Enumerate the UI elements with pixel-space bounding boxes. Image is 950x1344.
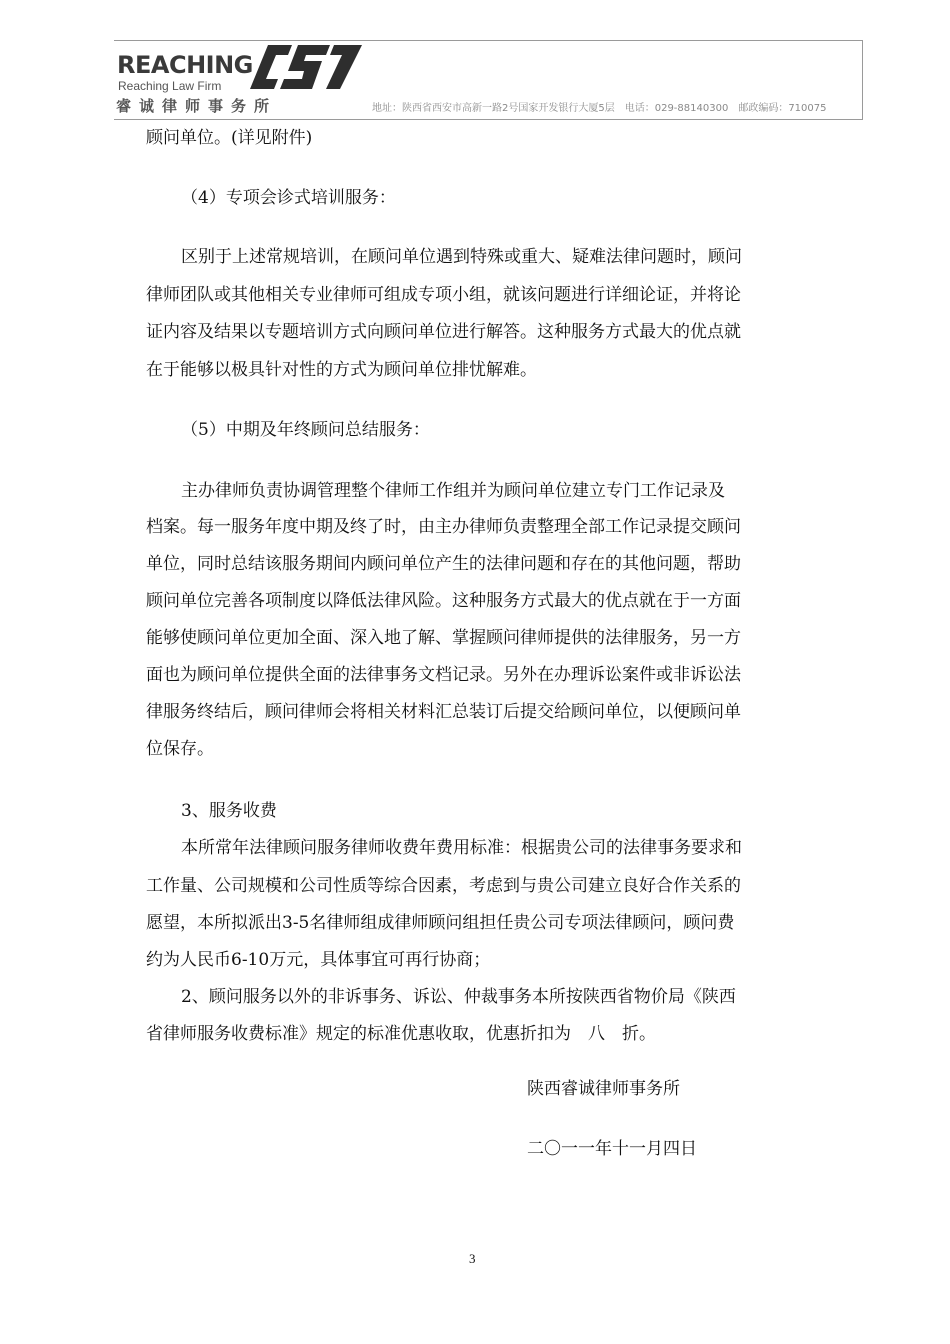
paragraph-line: 顾问单位。(详见附件) xyxy=(146,128,313,148)
paragraph-line: 在于能够以极具针对性的方式为顾问单位排忧解难。 xyxy=(146,360,537,380)
paragraph-line: 律服务终结后，顾问律师会将相关材料汇总装订后提交给顾问单位，以便顾问单 xyxy=(146,702,741,722)
paragraph-line: 单位，同时总结该服务期间内顾问单位产生的法律问题和存在的其他问题，帮助 xyxy=(146,554,741,574)
paragraph-line: 主办律师负责协调管理整个律师工作组并为顾问单位建立专门工作记录及 xyxy=(181,481,725,501)
paragraph-line: 位保存。 xyxy=(146,739,214,759)
paragraph-line: 律师团队或其他相关专业律师可组成专项小组，就该问题进行详细论证，并将论 xyxy=(146,285,741,305)
paragraph-line: 顾问单位完善各项制度以降低法律风险。这种服务方式最大的优点就在于一方面 xyxy=(146,591,741,611)
firm-logo-icon xyxy=(240,41,366,93)
paragraph-line: 本所常年法律顾问服务律师收费年费用标准：根据贵公司的法律事务要求和 xyxy=(181,838,742,858)
firm-english-name: Reaching Law Firm xyxy=(118,79,222,93)
section-heading: 3、服务收费 xyxy=(181,801,277,821)
paragraph-line: 省律师服务收费标准》规定的标准优惠收取，优惠折扣为 八 折。 xyxy=(146,1024,656,1044)
firm-brand-name: REACHING xyxy=(117,51,253,79)
paragraph-line: 愿望，本所拟派出3-5名律师组成律师顾问组担任贵公司专项法律顾问，顾问费 xyxy=(146,913,735,933)
paragraph-line: 工作量、公司规模和公司性质等综合因素，考虑到与贵公司建立良好合作关系的 xyxy=(146,876,741,896)
paragraph-line: 约为人民币6-10万元，具体事宜可再行协商； xyxy=(146,950,491,970)
section-heading: （5）中期及年终顾问总结服务： xyxy=(181,420,430,440)
paragraph-line: 区别于上述常规培训，在顾问单位遇到特殊或重大、疑难法律问题时，顾问 xyxy=(181,247,742,267)
paragraph-line: 2、顾问服务以外的非诉事务、诉讼、仲裁事务本所按陕西省物价局《陕西 xyxy=(181,987,736,1007)
paragraph-line: 面也为顾问单位提供全面的法律事务文档记录。另外在办理诉讼案件或非诉讼法 xyxy=(146,665,741,685)
firm-chinese-name: 睿诚律师事务所 xyxy=(116,97,278,115)
firm-address: 地址：陕西省西安市高新一路2号国家开发银行大厦5层 电话：029-88140300 邮政编码：710075 xyxy=(372,103,827,114)
paragraph-line: 档案。每一服务年度中期及终了时，由主办律师负责整理全部工作记录提交顾问 xyxy=(146,517,741,537)
page-number: 3 xyxy=(469,1251,476,1266)
signature-firm: 陕西睿诚律师事务所 xyxy=(527,1079,680,1099)
paragraph-line: 能够使顾问单位更加全面、深入地了解、掌握顾问律师提供的法律服务，另一方 xyxy=(146,628,741,648)
section-heading: （4）专项会诊式培训服务： xyxy=(181,188,396,208)
signature-date: 二〇一一年十一月四日 xyxy=(527,1139,697,1159)
paragraph-line: 证内容及结果以专题培训方式向顾问单位进行解答。这种服务方式最大的优点就 xyxy=(146,322,741,342)
letterhead xyxy=(114,40,863,120)
